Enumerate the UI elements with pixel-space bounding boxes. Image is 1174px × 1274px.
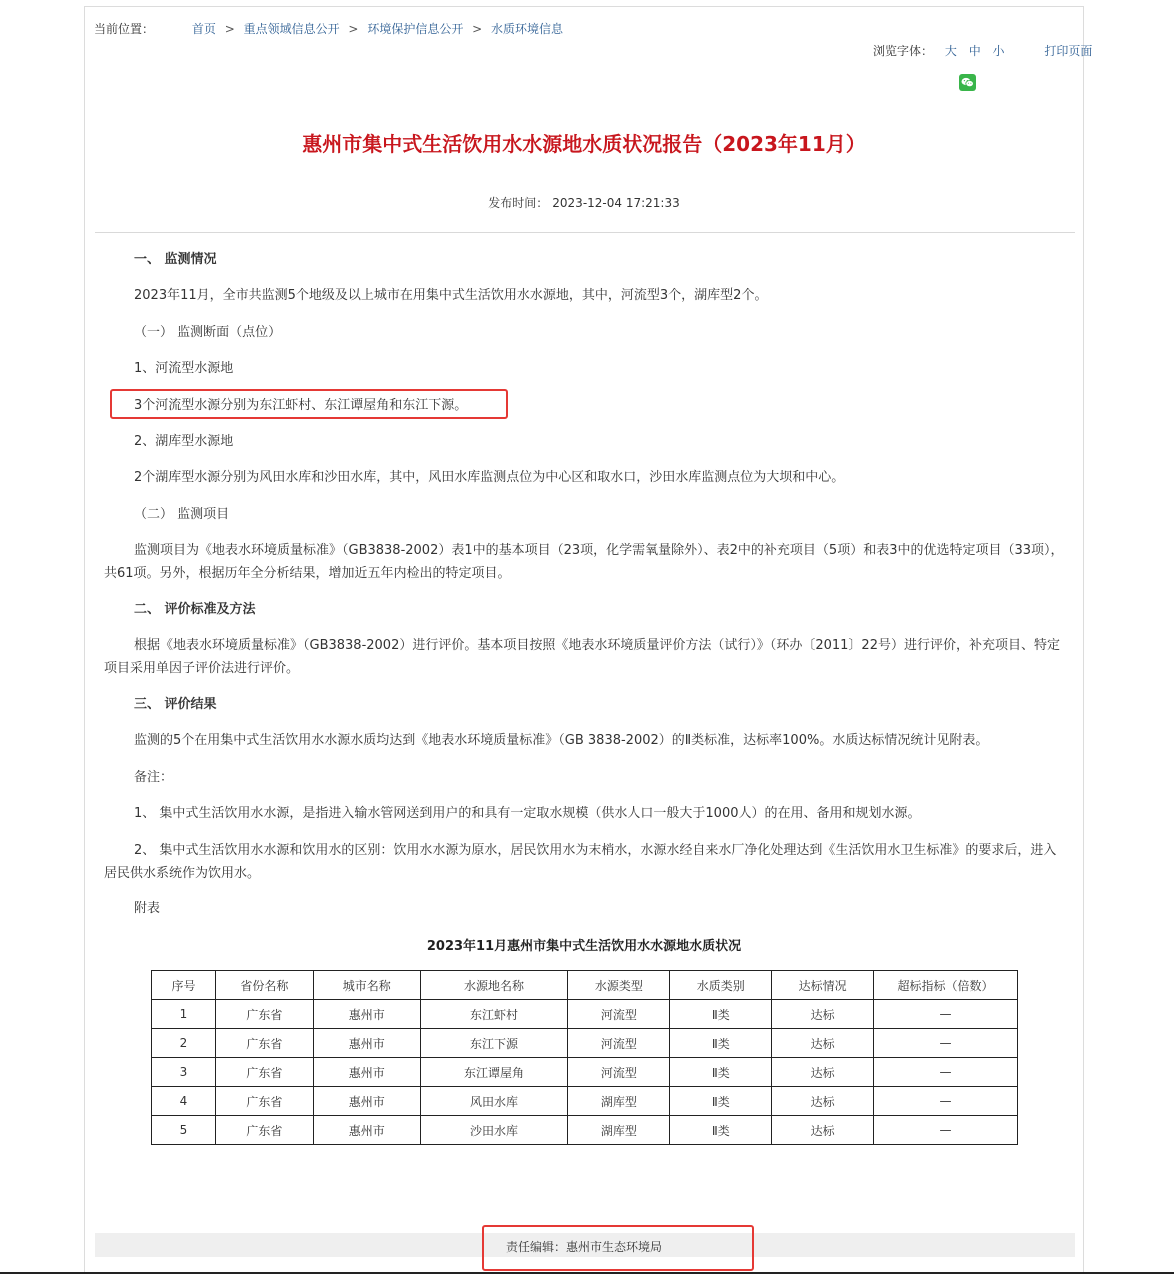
- publish-time: [84, 194, 1084, 211]
- paragraph: 2、 集中式生活饮用水水源和饮用水的区别：饮用水水源为原水，居民饮用水为末梢水，水源水经自来水厂净化处理达到《生活饮用水卫生标准》的要求后，进入居民供水系统作为饮用水。: [104, 843, 1057, 881]
- table-cell: 东江谭屋角: [420, 1058, 568, 1087]
- column-header: 达标情况: [772, 971, 874, 1000]
- paragraph: 监测项目为《地表水环境质量标准》（GB3838-2002）表1中的基本项目（23项，化学需氧量除外）、表2中的补充项目（5项）和表3中的优选特定项目（33项），共61项。另外，根据历年全分析结果，增加近五年内检出的特定项目。: [104, 543, 1064, 581]
- column-header: 水质类别: [670, 971, 772, 1000]
- paragraph: 3个河流型水源分别为东江虾村、东江谭屋角和东江下源。: [134, 398, 468, 413]
- breadcrumb-separator: >: [224, 22, 235, 36]
- table-header-row: [152, 971, 1018, 1000]
- table-row: [152, 1000, 1018, 1029]
- font-medium-button[interactable]: 中: [968, 44, 981, 58]
- subsection-heading: （二） 监测项目: [134, 507, 230, 522]
- table-cell: 惠州市: [313, 1029, 420, 1058]
- table-cell: 惠州市: [313, 1116, 420, 1145]
- table-cell: 湖库型: [568, 1087, 670, 1116]
- table-cell: 达标: [772, 1087, 874, 1116]
- table-cell: Ⅱ类: [670, 1058, 772, 1087]
- table-row: [152, 1029, 1018, 1058]
- table-cell: 广东省: [215, 1029, 313, 1058]
- table-cell: 2: [152, 1029, 216, 1058]
- table-cell: Ⅱ类: [670, 1087, 772, 1116]
- table-cell: 5: [152, 1116, 216, 1145]
- divider: [95, 232, 1075, 233]
- column-header: 水源类型: [568, 971, 670, 1000]
- publish-time-label: 发布时间：: [488, 196, 549, 210]
- annotation-highlight-box: [482, 1225, 754, 1271]
- table-row: [152, 1058, 1018, 1087]
- table-cell: 4: [152, 1087, 216, 1116]
- paragraph: 2个湖库型水源分别为风田水库和沙田水库，其中，风田水库监测点位为中心区和取水口，沙田水库监测点位为大坝和中心。: [134, 470, 845, 485]
- table-cell: 东江下源: [420, 1029, 568, 1058]
- breadcrumb-label: 当前位置：: [94, 22, 155, 36]
- breadcrumb-separator: >: [348, 22, 359, 36]
- table-cell: Ⅱ类: [670, 1116, 772, 1145]
- table-title: 2023年11月惠州市集中式生活饮用水水源地水质状况: [426, 939, 742, 954]
- subsection-heading: （一） 监测断面（点位）: [134, 325, 282, 340]
- page-title: 惠州市集中式生活饮用水水源地水质状况报告（2023年11月）: [302, 132, 866, 156]
- table-row: [152, 1116, 1018, 1145]
- section-heading: 二、 评价标准及方法: [134, 602, 256, 617]
- wechat-share-icon[interactable]: [959, 74, 976, 91]
- table-cell: 达标: [772, 1058, 874, 1087]
- paragraph: 根据《地表水环境质量标准》（GB3838-2002）进行评价。基本项目按照《地表水环境质量评价方法（试行）》（环办〔2011〕22号）进行评价，补充项目、特定项目采用单因子评价法进行评价。: [104, 638, 1060, 676]
- section-heading: 三、 评价结果: [134, 697, 217, 712]
- paragraph: 2、湖库型水源地: [134, 434, 234, 449]
- table-cell: —: [874, 1000, 1018, 1029]
- column-header: 超标指标（倍数）: [874, 971, 1018, 1000]
- table-cell: 惠州市: [313, 1058, 420, 1087]
- column-header: 水源地名称: [420, 971, 568, 1000]
- table-cell: 达标: [772, 1000, 874, 1029]
- paragraph: 监测的5个在用集中式生活饮用水水源水质均达到《地表水环境质量标准》（GB 3838-2002）的Ⅱ类标准，达标率100%。水质达标情况统计见附表。: [134, 733, 989, 748]
- table-cell: —: [874, 1058, 1018, 1087]
- table-cell: 沙田水库: [420, 1116, 568, 1145]
- print-page-button[interactable]: 打印页面: [1044, 44, 1093, 58]
- responsible-editor: 责任编辑：惠州市生态环境局: [506, 1240, 663, 1254]
- font-size-label: 浏览字体：: [873, 44, 934, 58]
- table-cell: 河流型: [568, 1058, 670, 1087]
- table-row: [152, 1087, 1018, 1116]
- table-cell: 达标: [772, 1116, 874, 1145]
- table-cell: 湖库型: [568, 1116, 670, 1145]
- water-quality-table: [151, 970, 1018, 1145]
- table-cell: 广东省: [215, 1087, 313, 1116]
- column-header: 序号: [152, 971, 216, 1000]
- section-heading: 一、 监测情况: [134, 252, 217, 267]
- table-cell: 河流型: [568, 1000, 670, 1029]
- breadcrumb: [94, 20, 563, 37]
- column-header: 省份名称: [215, 971, 313, 1000]
- breadcrumb-env-protection-link[interactable]: 环境保护信息公开: [367, 22, 464, 36]
- table-cell: 惠州市: [313, 1000, 420, 1029]
- breadcrumb-separator: >: [472, 22, 483, 36]
- breadcrumb-water-quality-link[interactable]: 水质环境信息: [491, 22, 564, 36]
- table-cell: —: [874, 1116, 1018, 1145]
- column-header: 城市名称: [313, 971, 420, 1000]
- table-cell: 3: [152, 1058, 216, 1087]
- table-cell: 广东省: [215, 1000, 313, 1029]
- appendix-label: 附表: [134, 901, 161, 916]
- table-cell: 东江虾村: [420, 1000, 568, 1029]
- paragraph: 1、 集中式生活饮用水水源，是指进入输水管网送到用户的和具有一定取水规模（供水人口一般大于1000人）的在用、备用和规划水源。: [134, 806, 921, 821]
- table-cell: 河流型: [568, 1029, 670, 1058]
- table-cell: Ⅱ类: [670, 1029, 772, 1058]
- breadcrumb-home-link[interactable]: 首页: [191, 22, 216, 36]
- table-cell: 广东省: [215, 1116, 313, 1145]
- font-large-button[interactable]: 大: [944, 44, 957, 58]
- table-cell: —: [874, 1029, 1018, 1058]
- font-small-button[interactable]: 小: [992, 44, 1005, 58]
- table-cell: 广东省: [215, 1058, 313, 1087]
- breadcrumb-key-areas-link[interactable]: 重点领域信息公开: [243, 22, 340, 36]
- table-cell: Ⅱ类: [670, 1000, 772, 1029]
- table-cell: —: [874, 1087, 1018, 1116]
- note-heading: 备注：: [134, 770, 174, 785]
- publish-time-value: 2023-12-04 17:21:33: [552, 196, 680, 210]
- annotation-highlight-box: [110, 389, 508, 419]
- table-cell: 达标: [772, 1029, 874, 1058]
- table-cell: 风田水库: [420, 1087, 568, 1116]
- table-cell: 惠州市: [313, 1087, 420, 1116]
- paragraph: 1、河流型水源地: [134, 361, 234, 376]
- paragraph: 2023年11月，全市共监测5个地级及以上城市在用集中式生活饮用水水源地，其中，河流型3个，湖库型2个。: [134, 288, 768, 303]
- table-cell: 1: [152, 1000, 216, 1029]
- font-size-toolbar: [873, 42, 1092, 59]
